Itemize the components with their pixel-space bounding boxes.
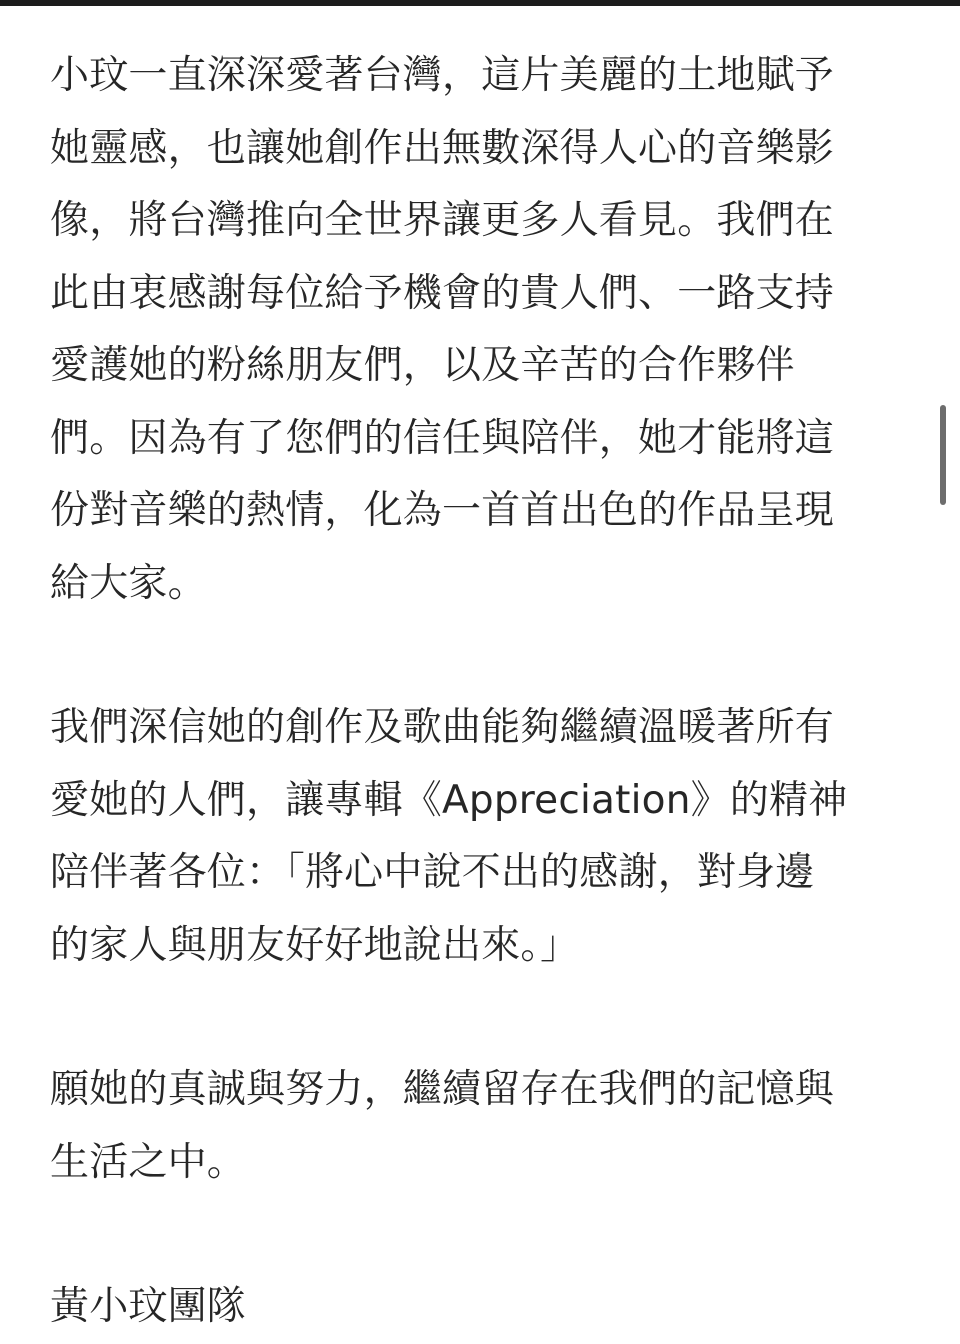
- paragraph-spacer: [50, 620, 916, 692]
- top-border: [0, 0, 960, 6]
- text-line: 願她的真誠與努力，繼續留存在我們的記憶與: [50, 1067, 835, 1112]
- text-line: 生活之中。: [50, 1139, 247, 1185]
- paragraph-belief: [50, 692, 916, 982]
- text-line: 像，將台灣推向全世界讓更多人看見。我們在: [50, 198, 835, 243]
- text-line: 小玟一直深深愛著台灣，這片美麗的土地賦予: [50, 53, 835, 98]
- text-line: 給大家。: [50, 560, 207, 606]
- scrollbar-thumb[interactable]: [940, 405, 946, 505]
- text-line: 我們深信她的創作及歌曲能夠繼續溫暖著所有: [50, 705, 835, 750]
- text-line: 此由衷感謝每位給予機會的貴人們、一路支持: [50, 270, 835, 316]
- text-line: 的家人與朋友好好地說出來。」: [50, 922, 580, 968]
- paragraph-wish: [50, 1054, 916, 1199]
- article-body: [50, 40, 916, 1344]
- text-line: 份對音樂的熱情，化為一首首出色的作品呈現: [50, 488, 835, 533]
- text-line: 她靈感，也讓她創作出無數深得人心的音樂影: [50, 125, 835, 171]
- signature-line: 黃小玟團隊: [50, 1284, 247, 1329]
- signature-team: [50, 1271, 916, 1344]
- text-line: 愛她的人們，讓專輯《Appreciation》的精神: [50, 777, 848, 823]
- text-line: 陪伴著各位：「將心中說不出的感謝，對身邊: [50, 850, 815, 895]
- paragraph-spacer: [50, 982, 916, 1054]
- paragraph-gratitude: [50, 40, 916, 620]
- paragraph-spacer: [50, 1199, 916, 1271]
- text-line: 愛護她的粉絲朋友們，以及辛苦的合作夥伴: [50, 343, 795, 388]
- text-line: 們。因為有了您們的信任與陪伴，她才能將這: [50, 415, 835, 461]
